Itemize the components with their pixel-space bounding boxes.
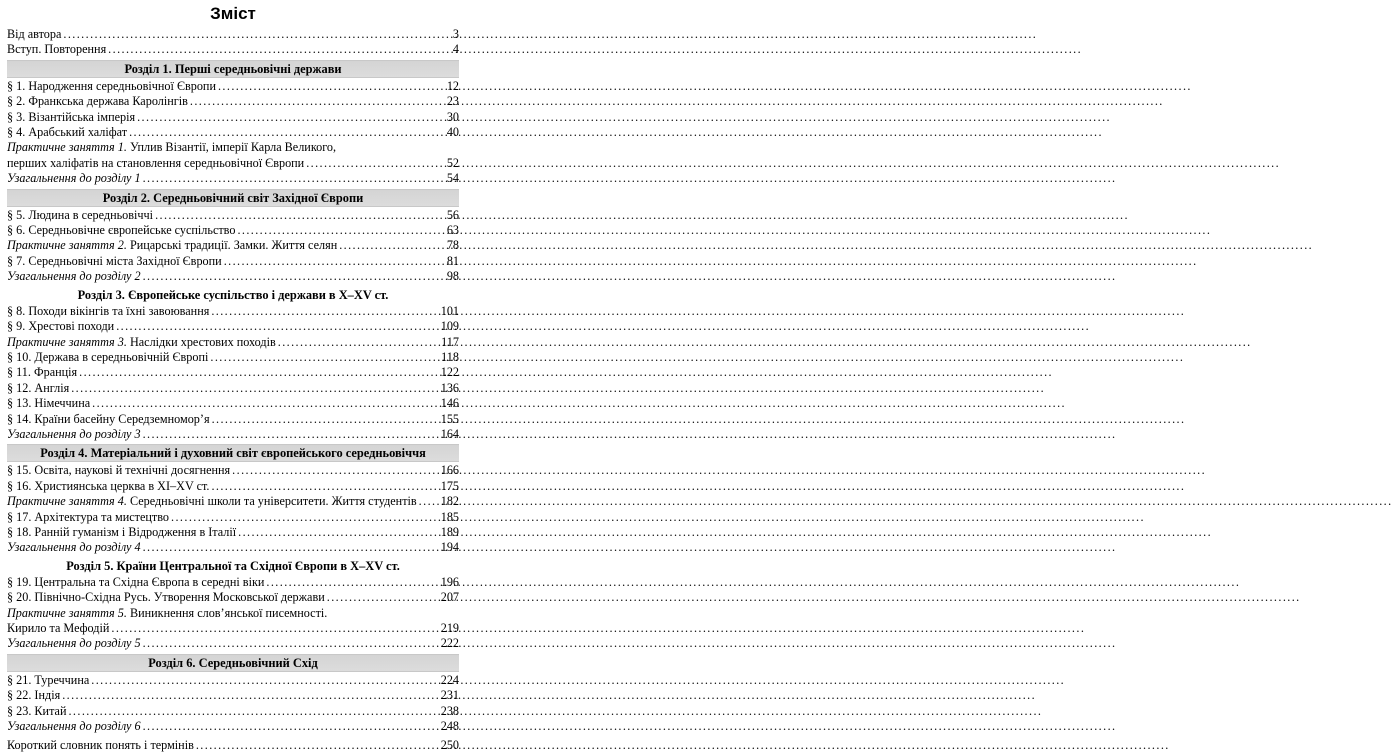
page-number: 23 [446, 94, 459, 109]
toc-entry[interactable] [7, 688, 459, 703]
dot-leader [306, 156, 445, 171]
page-number: 185 [440, 509, 459, 524]
toc-entry[interactable] [7, 738, 459, 753]
toc-entry-text: Вступ. Повторення [7, 42, 107, 57]
toc-entry[interactable] [7, 365, 459, 380]
toc-entry-label [7, 319, 114, 334]
toc-entry-label [7, 525, 236, 540]
section-heading: Розділ 1. Перші середньовічні держави [7, 60, 459, 78]
toc-entry[interactable] [7, 381, 459, 396]
toc-entry-label [7, 208, 153, 223]
toc-entry-label [7, 590, 325, 605]
toc-entry[interactable] [7, 427, 459, 442]
page-number: 164 [440, 426, 459, 441]
toc-entry-label [7, 171, 141, 186]
toc-entry-text: Узагальнення до розділу 1 [7, 171, 141, 186]
dot-leader [211, 479, 438, 494]
section-heading: Розділ 6. Середньовічний Схід [7, 654, 459, 672]
toc-entry[interactable] [7, 269, 459, 284]
page-number: 219 [440, 621, 459, 635]
toc-entry-text: Середньовічні школи та університети. Життя студентів [126, 494, 417, 509]
toc-entry[interactable] [7, 171, 459, 186]
toc-entry[interactable] [7, 350, 459, 365]
dot-leader [190, 94, 445, 109]
toc-entry-label [7, 688, 60, 703]
toc-entry[interactable] [7, 319, 459, 334]
toc-entry-label [7, 110, 135, 125]
table-of-contents-page [0, 0, 466, 753]
dot-leader [71, 381, 439, 396]
toc-entry[interactable] [7, 590, 459, 605]
page-number: 189 [440, 524, 459, 539]
page-number: 54 [446, 171, 459, 186]
toc-entry-label [7, 335, 276, 350]
toc-entry[interactable] [7, 673, 459, 688]
page-number: 136 [440, 380, 459, 395]
toc-entry-text: § 23. Китай [7, 703, 67, 718]
toc-entry[interactable] [7, 463, 459, 478]
dot-leader [111, 621, 438, 636]
toc-entry[interactable] [7, 238, 459, 253]
toc-entry-text: § 7. Середньовічні міста Західної Європи [7, 253, 222, 268]
page-number: 81 [446, 253, 459, 268]
practical-lesson-prefix: Практичне заняття 3. [7, 334, 127, 349]
page-number: 196 [440, 574, 459, 589]
dot-leader [143, 636, 439, 651]
dot-leader [108, 42, 451, 57]
practical-lesson-prefix: Практичне заняття 2. [7, 238, 127, 253]
toc-entry[interactable] [7, 110, 459, 125]
dot-leader [238, 525, 439, 540]
page-number: 248 [440, 719, 459, 734]
toc-entry-text: Кирило та Мефодій [7, 621, 110, 635]
toc-entry-label [7, 427, 141, 442]
page-number: 250 [440, 738, 459, 753]
section-heading: Розділ 5. Країни Центральної та Східної Європи в X–XV ст. [66, 558, 400, 573]
toc-entry[interactable] [7, 525, 459, 540]
toc-entry-text: Уплив Візантії, імперії Карла Великого, [126, 140, 337, 155]
page-title: Зміст [210, 4, 256, 23]
toc-entry[interactable] [7, 335, 459, 350]
page-number: 224 [440, 672, 459, 687]
toc-entry[interactable] [7, 223, 459, 238]
page-number: 63 [446, 223, 459, 238]
dot-leader [92, 396, 439, 411]
dot-leader [237, 223, 444, 238]
dot-leader [224, 254, 445, 269]
toc-entry-label [7, 396, 90, 411]
section-heading: Розділ 4. Матеріальний і духовний світ європейського середньовіччя [7, 444, 459, 462]
dot-leader [143, 540, 439, 555]
section-heading: Розділ 2. Середньовічний світ Західної Європи [7, 189, 459, 207]
dot-leader [143, 427, 439, 442]
toc-entry[interactable] [7, 94, 459, 109]
intro-list [7, 27, 459, 58]
toc-entry-label [7, 381, 69, 396]
toc-entry-label [7, 238, 337, 253]
toc-entry[interactable] [7, 479, 459, 494]
toc-entry-text: § 17. Архітектура та мистецтво [7, 509, 170, 524]
toc-entry-text: Узагальнення до розділу 4 [7, 540, 141, 555]
toc-entry-text: § 19. Центральна та Східна Європа в середні віки [7, 574, 265, 589]
toc-entry-text: § 10. Держава в середньовічній Європі [7, 349, 209, 364]
page-number: 78 [446, 238, 459, 253]
dot-leader [63, 27, 451, 42]
dot-leader [171, 510, 439, 525]
dot-leader [129, 125, 445, 140]
dot-leader [155, 208, 445, 223]
toc-entry[interactable] [7, 719, 459, 734]
toc-entry[interactable] [7, 510, 459, 525]
page-number: 238 [440, 703, 459, 718]
page-number: 101 [440, 303, 459, 318]
toc-entry-text: § 16. Християнська церква в XI–XV ст. [7, 478, 210, 493]
toc-entry-text: Узагальнення до розділу 2 [7, 269, 141, 284]
page-number: 98 [446, 269, 459, 284]
toc-entry-text: Узагальнення до розділу 5 [7, 636, 141, 651]
dot-leader [218, 79, 445, 94]
toc-entry[interactable] [7, 540, 459, 555]
toc-entry-text: § 11. Франція [7, 365, 78, 380]
toc-entry[interactable] [7, 396, 459, 411]
toc-entry-label [7, 704, 66, 719]
dot-leader [210, 350, 439, 365]
page-number: 117 [441, 334, 459, 349]
section-heading: Розділ 3. Європейське суспільство і держави в X–XV ст. [77, 287, 389, 302]
toc-entry-label [7, 463, 230, 478]
toc-entry-label [7, 350, 208, 365]
toc-entry-text: § 12. Англія [7, 380, 70, 395]
toc-entry-label [7, 269, 141, 284]
dot-leader [339, 238, 445, 253]
page-number: 166 [440, 463, 459, 478]
toc-entry-text: Виникнення слов’янської писемності. [126, 605, 328, 620]
toc-entry-text: § 3. Візантійська імперія [7, 109, 136, 124]
page-number: 231 [440, 688, 459, 703]
toc-entry-label [7, 156, 304, 171]
toc-entry-text: § 6. Середньовічне європейське суспільство [7, 223, 236, 238]
toc-entry-text: Узагальнення до розділу 3 [7, 426, 141, 441]
dot-leader [62, 688, 439, 703]
toc-entry-text: перших халіфатів на становлення середньовічної Європи [7, 155, 305, 170]
page-number: 109 [440, 319, 459, 334]
page-number: 194 [440, 540, 459, 555]
toc-entry-label [7, 540, 141, 555]
toc-entry-text: § 4. Арабський халіфат [7, 125, 128, 140]
toc-entry[interactable] [7, 208, 459, 223]
toc-entry-label [7, 42, 106, 57]
toc-entry-text: § 13. Німеччина [7, 396, 91, 411]
page-number: 118 [441, 349, 459, 364]
toc-entry[interactable] [7, 494, 459, 509]
toc-entry-text: § 9. Хрестові походи [7, 319, 115, 334]
page-number: 3 [452, 27, 459, 41]
page-number: 56 [446, 207, 459, 222]
page-number: 4 [452, 42, 459, 57]
page-number: 12 [446, 78, 459, 93]
toc-entry[interactable] [7, 636, 459, 651]
page-number: 52 [446, 155, 459, 170]
dot-leader [143, 719, 439, 734]
toc-entry[interactable] [7, 79, 459, 94]
toc-entry-first-line[interactable] [7, 606, 459, 621]
toc-entry-label [7, 412, 210, 427]
toc-entry-label [7, 365, 77, 380]
toc-entry-label [7, 94, 188, 109]
toc-entry-label [7, 27, 61, 42]
dot-leader [143, 269, 445, 284]
toc-entry[interactable] [7, 27, 459, 42]
page-number: 207 [440, 590, 459, 605]
toc-entry[interactable] [7, 412, 459, 427]
page-number: 175 [440, 478, 459, 493]
toc-entry-label [7, 673, 89, 688]
page-number: 222 [440, 636, 459, 651]
sections-list [7, 60, 459, 735]
toc-entry-text: § 1. Народження середньовічної Європи [7, 78, 216, 93]
dot-leader [91, 673, 438, 688]
toc-entry-label [7, 738, 194, 753]
page-number: 182 [440, 494, 459, 509]
toc-entry-label [7, 304, 209, 319]
dot-leader [137, 110, 445, 125]
dot-leader [116, 319, 439, 334]
page-number: 40 [446, 125, 459, 140]
toc-entry-label [7, 494, 417, 509]
dot-leader [266, 575, 438, 590]
dot-leader [327, 590, 439, 605]
toc-entry[interactable] [7, 704, 459, 719]
toc-entry-label [7, 79, 216, 94]
toc-entry-text: § 22. Індія [7, 688, 61, 703]
toc-entry-text: § 5. Людина в середньовіччі [7, 207, 154, 222]
toc-entry-text: Короткий словник понять і термінів [7, 738, 194, 753]
toc-entry-label [7, 621, 109, 636]
outro-list [7, 734, 459, 753]
page-number: 155 [440, 411, 459, 426]
toc-entry[interactable] [7, 304, 459, 319]
dot-leader [143, 171, 445, 186]
dot-leader [196, 738, 439, 753]
toc-entry-text: Від автора [7, 27, 62, 41]
toc-entry[interactable] [7, 156, 459, 171]
toc-entry-label [7, 223, 235, 238]
toc-entry-text: Наслідки хрестових походів [126, 334, 276, 349]
toc-entry-text: § 2. Франкська держава Каролінгів [7, 94, 188, 109]
toc-entry-label [7, 254, 222, 269]
toc-entry-text: § 21. Туреччина [7, 672, 90, 687]
toc-entry-label [7, 510, 169, 525]
dot-leader [212, 412, 439, 427]
toc-entry-text: § 20. Північно-Східна Русь. Утворення Московської держави [7, 590, 325, 605]
toc-entry-label [7, 636, 141, 651]
toc-entry-text: § 14. Країни басейну Середземномор’я [7, 411, 210, 426]
toc-entry[interactable] [7, 254, 459, 269]
dot-leader [419, 494, 439, 509]
dot-leader [79, 365, 439, 380]
toc-entry-text: § 15. Освіта, наукові й технічні досягнення [7, 463, 231, 478]
toc-entry-text: § 8. Походи вікінгів та їхні завоювання [7, 303, 210, 318]
toc-entry[interactable] [7, 575, 459, 590]
toc-entry[interactable] [7, 125, 459, 140]
toc-entry-text: § 18. Ранній гуманізм і Відродження в Італії [7, 524, 237, 539]
dot-leader [278, 335, 439, 350]
dot-leader [211, 304, 438, 319]
practical-lesson-prefix: Практичне заняття 5. [7, 605, 127, 620]
toc-entry-label [7, 125, 127, 140]
practical-lesson-prefix: Практичне заняття 4. [7, 494, 127, 509]
dot-leader [232, 463, 439, 478]
toc-entry[interactable] [7, 621, 459, 636]
dot-leader [68, 704, 438, 719]
toc-entry[interactable] [7, 42, 459, 57]
toc-entry-label [7, 479, 209, 494]
practical-lesson-prefix: Практичне заняття 1. [7, 140, 127, 155]
toc-entry-label [7, 719, 141, 734]
toc-entry-first-line[interactable] [7, 140, 459, 155]
toc-entry-text: Рицарські традиції. Замки. Життя селян [126, 238, 338, 253]
page-number: 122 [440, 365, 459, 380]
page-number: 146 [440, 396, 459, 411]
page-number: 30 [446, 109, 459, 124]
toc-entry-text: Узагальнення до розділу 6 [7, 719, 141, 734]
toc-entry-label [7, 575, 264, 590]
